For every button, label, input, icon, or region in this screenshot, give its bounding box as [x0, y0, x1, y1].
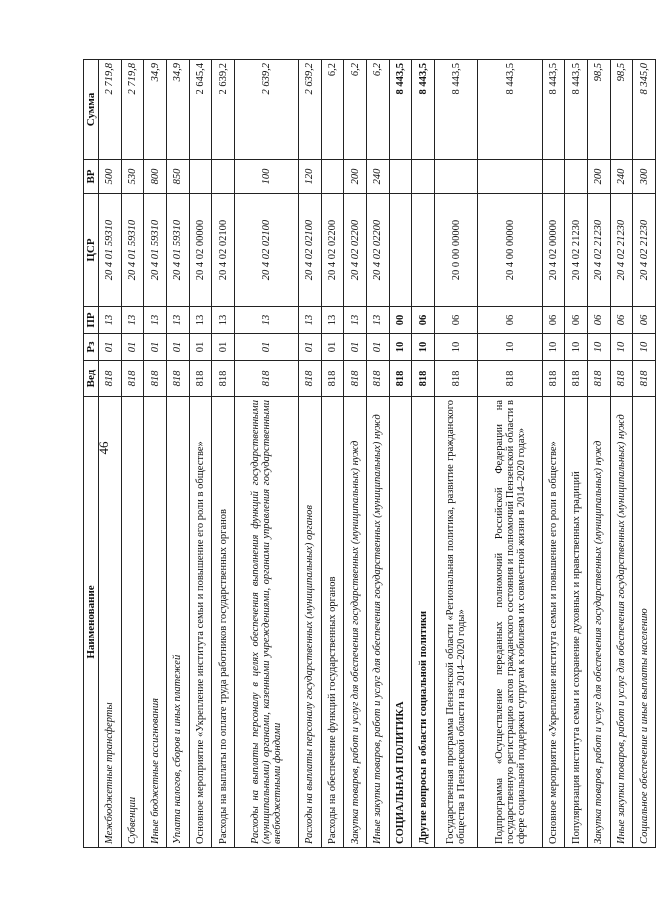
cell-vr	[542, 160, 565, 194]
cell-vr: 200	[344, 160, 367, 194]
table-row	[344, 60, 367, 848]
cell-csr: 20 4 02 00000	[189, 194, 212, 307]
table-row	[389, 60, 412, 848]
cell-name: Иные закупки товаров, работ и услуг для обеспечения государственных (муниципальных) нужд	[367, 397, 390, 848]
cell-pr: 13	[212, 307, 235, 334]
cell-name: Иные закупки товаров, работ и услуг для обеспечения государственных (муниципальных) нужд	[610, 397, 633, 848]
cell-sum: 6,2	[344, 60, 367, 160]
cell-rz: 10	[478, 334, 542, 361]
cell-sum: 8 443,5	[565, 60, 588, 160]
table-row	[412, 60, 435, 848]
table-row	[99, 60, 122, 848]
cell-ved: 818	[344, 361, 367, 397]
cell-ved: 818	[166, 361, 189, 397]
cell-pr: 06	[435, 307, 478, 334]
cell-pr: 13	[321, 307, 344, 334]
table-row	[121, 60, 144, 848]
cell-vr: 530	[121, 160, 144, 194]
table-row	[542, 60, 565, 848]
cell-pr: 13	[344, 307, 367, 334]
cell-csr: 20 4 02 21230	[633, 194, 656, 307]
cell-sum: 6,2	[321, 60, 344, 160]
cell-csr	[389, 194, 412, 307]
cell-rz: 10	[435, 334, 478, 361]
cell-pr: 13	[144, 307, 167, 334]
cell-vr: 850	[166, 160, 189, 194]
table-row	[189, 60, 212, 848]
cell-sum: 8 443,5	[478, 60, 542, 160]
cell-rz: 10	[587, 334, 610, 361]
cell-csr: 20 4 02 02100	[212, 194, 235, 307]
cell-name: Межбюджетные трансферты	[99, 397, 122, 848]
cell-sum: 8 345,0	[633, 60, 656, 160]
cell-sum: 8 443,5	[542, 60, 565, 160]
cell-ved: 818	[633, 361, 656, 397]
table-row	[565, 60, 588, 848]
cell-csr: 20 4 02 02200	[321, 194, 344, 307]
cell-csr: 20 4 02 21230	[587, 194, 610, 307]
header-name: Наименование	[84, 397, 99, 848]
cell-rz: 10	[565, 334, 588, 361]
cell-name: Расходы на выплаты персоналу государственных (муниципальных) органов	[299, 397, 322, 848]
cell-vr	[321, 160, 344, 194]
cell-csr: 20 4 01 59310	[99, 194, 122, 307]
cell-sum: 2 639,2	[299, 60, 322, 160]
table-row	[144, 60, 167, 848]
cell-ved: 818	[587, 361, 610, 397]
cell-sum: 2 639,2	[212, 60, 235, 160]
cell-csr: 20 4 02 21230	[565, 194, 588, 307]
cell-rz: 10	[610, 334, 633, 361]
header-sum: Сумма	[84, 60, 99, 160]
cell-ved: 818	[189, 361, 212, 397]
header-csr: ЦСР	[84, 194, 99, 307]
cell-name: Расходы на обеспечение функций государственных органов	[321, 397, 344, 848]
cell-vr: 200	[587, 160, 610, 194]
cell-ved: 818	[121, 361, 144, 397]
cell-sum: 8 443,5	[435, 60, 478, 160]
cell-rz: 01	[166, 334, 189, 361]
cell-ved: 818	[412, 361, 435, 397]
cell-ved: 818	[99, 361, 122, 397]
cell-rz: 01	[367, 334, 390, 361]
cell-csr: 20 4 02 02100	[234, 194, 298, 307]
cell-sum: 34,9	[166, 60, 189, 160]
table-row	[633, 60, 656, 848]
cell-ved: 818	[565, 361, 588, 397]
cell-rz: 10	[412, 334, 435, 361]
cell-rz: 10	[389, 334, 412, 361]
cell-rz: 01	[212, 334, 235, 361]
cell-rz: 01	[189, 334, 212, 361]
cell-ved: 818	[389, 361, 412, 397]
cell-name: СОЦИАЛЬНАЯ ПОЛИТИКА	[389, 397, 412, 848]
cell-rz: 01	[99, 334, 122, 361]
cell-pr: 06	[565, 307, 588, 334]
cell-name: Иные бюджетные ассигнования	[144, 397, 167, 848]
header-vr: ВР	[84, 160, 99, 194]
cell-ved: 818	[144, 361, 167, 397]
cell-vr	[189, 160, 212, 194]
cell-rz: 01	[144, 334, 167, 361]
cell-csr: 20 4 02 02200	[367, 194, 390, 307]
cell-name: Государственная программа Пензенской области «Региональная политика, развитие гражданского общества в Пензенской области на 2014–2020 годы»	[435, 397, 478, 848]
cell-sum: 2 719,8	[99, 60, 122, 160]
table-row	[321, 60, 344, 848]
table-row	[212, 60, 235, 848]
cell-name: Основное мероприятие «Укрепление института семьи и повышение его роли в обществе»	[189, 397, 212, 848]
cell-pr: 06	[412, 307, 435, 334]
cell-name: Субвенции	[121, 397, 144, 848]
cell-pr: 06	[633, 307, 656, 334]
cell-rz: 01	[321, 334, 344, 361]
cell-rz: 10	[542, 334, 565, 361]
cell-ved: 818	[367, 361, 390, 397]
table-row	[367, 60, 390, 848]
cell-vr: 240	[610, 160, 633, 194]
cell-ved: 818	[542, 361, 565, 397]
cell-ved: 818	[299, 361, 322, 397]
rotated-table-container	[83, 60, 656, 848]
cell-rz: 01	[299, 334, 322, 361]
table-row	[478, 60, 542, 848]
header-ved: Вед	[84, 361, 99, 397]
table-row	[299, 60, 322, 848]
cell-rz: 01	[121, 334, 144, 361]
cell-pr: 06	[610, 307, 633, 334]
cell-name: Основное мероприятие «Укрепление института семьи и повышение его роли в обществе»	[542, 397, 565, 848]
cell-ved: 818	[234, 361, 298, 397]
cell-ved: 818	[478, 361, 542, 397]
cell-vr: 500	[99, 160, 122, 194]
cell-ved: 818	[212, 361, 235, 397]
header-rz: Рз	[84, 334, 99, 361]
cell-name: Социальное обеспечение и иные выплаты населению	[633, 397, 656, 848]
cell-sum: 8 443,5	[389, 60, 412, 160]
cell-name: Расходы на выплаты по оплате труда работников государственных органов	[212, 397, 235, 848]
cell-csr	[412, 194, 435, 307]
cell-rz: 01	[234, 334, 298, 361]
cell-vr: 120	[299, 160, 322, 194]
page-number: 46	[96, 441, 111, 455]
cell-ved: 818	[435, 361, 478, 397]
cell-name: Закупка товаров, работ и услуг для обеспечения государственных (муниципальных) нужд	[587, 397, 610, 848]
cell-ved: 818	[321, 361, 344, 397]
cell-pr: 13	[234, 307, 298, 334]
cell-sum: 2 719,8	[121, 60, 144, 160]
budget-table	[83, 59, 656, 848]
cell-pr: 13	[121, 307, 144, 334]
cell-vr: 100	[234, 160, 298, 194]
cell-name: Расходы на выплаты персоналу в целях обеспечения выполнения функций государственными (муниципальными) органами, казенными учреждениями, органами управления государственными внебюджетными фондами	[234, 397, 298, 848]
cell-name: Популяризация института семьи и сохранение духовных и нравственных традиций	[565, 397, 588, 848]
cell-csr: 20 4 00 00000	[478, 194, 542, 307]
cell-name: Закупка товаров, работ и услуг для обеспечения государственных (муниципальных) нужд	[344, 397, 367, 848]
cell-sum: 8 443,5	[412, 60, 435, 160]
cell-csr: 20 4 01 59310	[144, 194, 167, 307]
cell-csr: 20 4 02 02100	[299, 194, 322, 307]
cell-pr: 00	[389, 307, 412, 334]
table-header-row	[84, 60, 99, 848]
header-pr: ПР	[84, 307, 99, 334]
cell-vr	[565, 160, 588, 194]
table-row	[166, 60, 189, 848]
cell-sum: 98,5	[610, 60, 633, 160]
table-row	[587, 60, 610, 848]
cell-name: Уплата налогов, сборов и иных платежей	[166, 397, 189, 848]
cell-rz: 10	[633, 334, 656, 361]
cell-sum: 98,5	[587, 60, 610, 160]
cell-pr: 13	[189, 307, 212, 334]
cell-sum: 6,2	[367, 60, 390, 160]
cell-sum: 2 639,2	[234, 60, 298, 160]
cell-sum: 2 645,4	[189, 60, 212, 160]
table-row	[435, 60, 478, 848]
cell-vr	[435, 160, 478, 194]
table-row	[234, 60, 298, 848]
cell-csr: 20 4 01 59310	[166, 194, 189, 307]
cell-vr: 240	[367, 160, 390, 194]
cell-csr: 20 4 01 59310	[121, 194, 144, 307]
cell-rz: 01	[344, 334, 367, 361]
cell-pr: 13	[299, 307, 322, 334]
cell-pr: 13	[99, 307, 122, 334]
cell-pr: 13	[166, 307, 189, 334]
cell-csr: 20 4 02 02200	[344, 194, 367, 307]
cell-name: Другие вопросы в области социальной политики	[412, 397, 435, 848]
cell-csr: 20 4 02 00000	[542, 194, 565, 307]
cell-pr: 06	[478, 307, 542, 334]
cell-csr: 20 4 02 21230	[610, 194, 633, 307]
cell-vr	[478, 160, 542, 194]
cell-vr: 800	[144, 160, 167, 194]
cell-vr	[212, 160, 235, 194]
cell-name: Подпрограмма «Осуществление переданных полномочий Российской Федерации на государственную регистрацию актов гражданского состояния и полномочий Пензенской области в сфере социальной поддержки супругам к юбилеям их совместной жизни в 2014–2020 годах»	[478, 397, 542, 848]
cell-vr	[389, 160, 412, 194]
cell-csr: 20 0 00 00000	[435, 194, 478, 307]
cell-pr: 06	[587, 307, 610, 334]
cell-pr: 13	[367, 307, 390, 334]
cell-vr: 300	[633, 160, 656, 194]
cell-sum: 34,9	[144, 60, 167, 160]
cell-pr: 06	[542, 307, 565, 334]
cell-ved: 818	[610, 361, 633, 397]
cell-vr	[412, 160, 435, 194]
table-row	[610, 60, 633, 848]
